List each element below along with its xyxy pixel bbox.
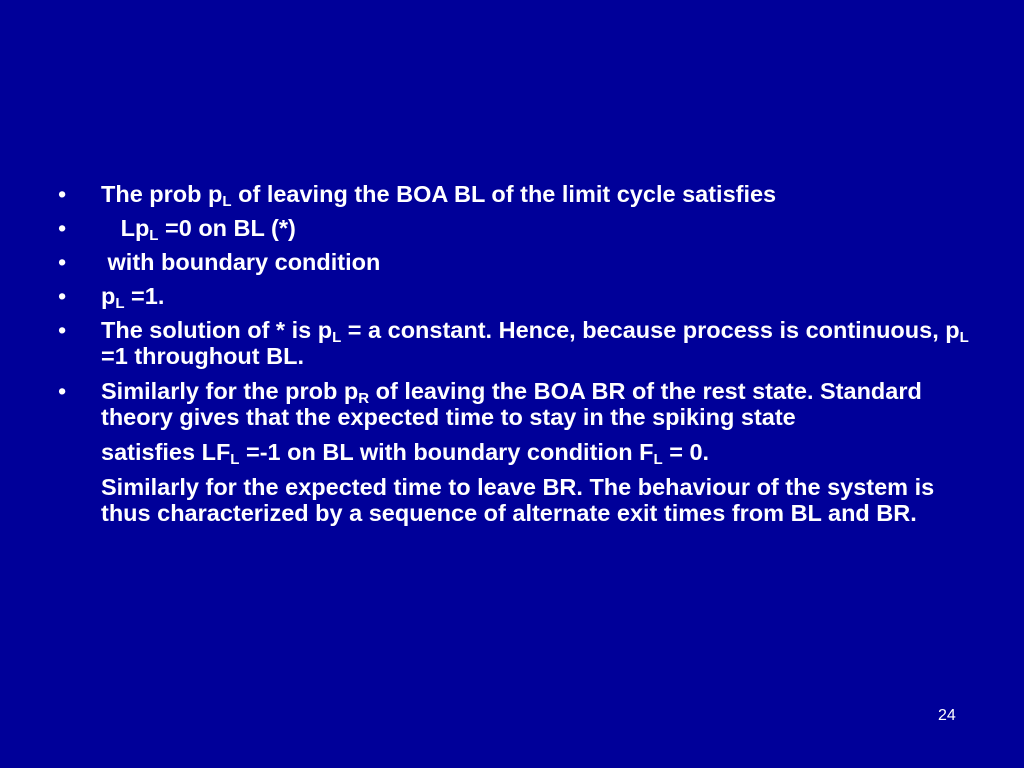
subscript: L [115,295,125,312]
subscript: L [222,193,232,210]
text-run: The solution of * is p [101,317,333,343]
bullet-item-4 [58,283,973,312]
subscript: L [149,227,159,244]
text-run: =1. [124,283,165,309]
text-run: =0 on BL (*) [158,215,296,241]
bullet-marker: • [58,378,67,404]
continuation-paragraph-2 [58,474,973,526]
bullet-marker: • [58,181,67,207]
text-run: Lp [101,215,150,241]
bullet-text: with boundary condition [101,249,381,275]
text-run: = a constant. Hence, because process is continuous, p [341,317,960,343]
bullet-text [101,215,296,244]
bullet-text [101,283,165,312]
subscript: R [358,390,370,407]
bullet-marker: • [58,317,67,343]
text-run: satisfies LF [101,439,231,465]
text-run: =1 throughout BL. [101,343,304,369]
text-run: of leaving the BOA BR of the rest state. Standard theory gives that the expected time to stay in the spiking state [101,378,922,430]
paragraph-text [101,439,710,468]
paragraph-text: Similarly for the expected time to leave BR. The behaviour of the system is thus characterized by a sequence of alternate exit times from BL and BR. [101,474,935,526]
subscript: L [653,451,663,468]
subscript: L [959,329,969,346]
text-run: of leaving the BOA BL of the limit cycle satisfies [231,181,777,207]
bullet-marker: • [58,249,67,275]
continuation-paragraph-1 [58,439,973,468]
bullet-marker: • [58,215,67,241]
bullet-item-1 [58,181,973,210]
bullet-text [101,378,922,430]
subscript: L [230,451,240,468]
text-run: p [101,283,116,309]
bullet-text [101,317,969,369]
bullet-item-2 [58,215,973,244]
text-run: =-1 on BL with boundary condition F [239,439,654,465]
text-run: = 0. [662,439,710,465]
bullet-text [101,181,777,210]
bullet-marker: • [58,283,67,309]
text-run: The prob p [101,181,223,207]
slide-body [58,181,973,535]
bullet-item-3 [58,249,973,275]
text-run: Similarly for the prob p [101,378,359,404]
bullet-item-6 [58,378,973,430]
bullet-item-5 [58,317,973,369]
page-number: 24 [938,707,956,724]
subscript: L [332,329,342,346]
